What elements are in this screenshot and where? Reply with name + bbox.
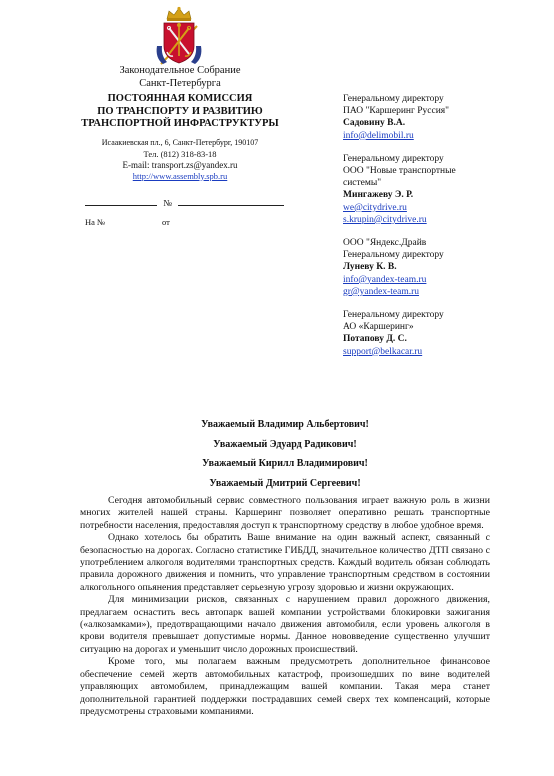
salutation-line: Уважаемый Эдуард Радикович! — [213, 438, 357, 450]
recipient-1 — [343, 93, 543, 142]
sender-block — [60, 64, 300, 182]
recipient-email-link[interactable]: s.krupin@citydrive.ru — [343, 214, 427, 225]
recipient-company: ООО "Новые транспортные — [343, 166, 456, 177]
recipient-title: Генеральному директору — [343, 250, 444, 261]
body-paragraph-2: Однако хотелось бы обратить Ваше внимание на один важный аспект, связанный с безопасностью на дорогах. Согласно статистике ГИБДД, значительное количество ДТП связано с употреблением алкоголя водителями транспортных средств. Каждый водитель обязан соблюдать правила дорожного движения и помнить, что управление транспортным средством в состоянии алкогольного опьянения представляет серьезную угрозу здоровью и жизни окружающих. — [80, 532, 490, 593]
registration-date-blank — [85, 197, 157, 206]
letter-body — [80, 495, 490, 718]
recipient-email-link[interactable]: we@citydrive.ru — [343, 202, 407, 213]
number-sign: № — [163, 198, 172, 208]
recipient-name: Потапову Д. С. — [343, 334, 407, 345]
body-paragraph-3: Для минимизации рисков, связанных с нарушением правил дорожного движения, предлагаем оснастить весь автопарк вашей компании устройствами блокировки зажигания («алкозамками»), предотвращающими начало движения автомобиля, если уровень алкоголя в крови водителя превышает допустимые нормы. Данное нововведение существенно улучшит ситуацию на дорогах и уменьшит число дорожных происшествий. — [80, 594, 490, 655]
recipient-title: Генеральному директору — [343, 153, 444, 164]
committee-name-line2: ПО ТРАНСПОРТУ И РАЗВИТИЮ — [97, 105, 263, 117]
recipients-block — [343, 93, 543, 369]
salutation-line: Уважаемый Дмитрий Сергеевич! — [209, 477, 361, 489]
recipient-2 — [343, 153, 543, 226]
recipient-email-link[interactable]: support@belkacar.ru — [343, 346, 423, 357]
recipient-3 — [343, 237, 543, 298]
recipient-email-link[interactable]: gr@yandex-team.ru — [343, 286, 420, 297]
reply-reference-line — [85, 217, 170, 228]
recipient-name: Луневу К. В. — [343, 262, 397, 273]
recipient-email-link[interactable]: info@yandex-team.ru — [343, 274, 427, 285]
sender-website-link[interactable]: http://www.assembly.spb.ru — [132, 170, 228, 181]
recipient-company: ПАО "Каршеринг Руссия" — [343, 106, 450, 117]
spb-coat-of-arms-icon — [151, 6, 207, 68]
registration-number-line — [85, 197, 284, 209]
salutation-line: Уважаемый Владимир Альбертович! — [201, 419, 369, 430]
committee-name — [60, 93, 300, 131]
committee-name-line1: ПОСТОЯННАЯ КОМИССИЯ — [107, 93, 253, 104]
assembly-name-line2: Санкт-Петербурга — [139, 78, 221, 89]
registration-number-blank — [178, 197, 284, 206]
committee-name-line3: ТРАНСПОРТНОЙ ИНФРАСТРУКТУРЫ — [81, 118, 279, 129]
assembly-name-line1: Законодательное Собрание — [119, 65, 241, 76]
salutations — [0, 415, 554, 493]
recipient-company-cont: системы" — [343, 178, 382, 189]
from-label: от — [162, 217, 170, 227]
recipient-name: Садовину В.А. — [343, 118, 406, 129]
on-number-label: На № — [85, 217, 106, 227]
sender-address: Исаакиевская пл., 6, Санкт-Петербург, 190107 — [101, 137, 259, 147]
recipient-title: Генеральному директору — [343, 94, 444, 104]
recipient-company: ООО "Яндекс.Драйв — [343, 238, 427, 249]
recipient-name: Мингажеву Э. Р. — [343, 190, 414, 201]
body-paragraph-4: Кроме того, мы полагаем важным предусмотреть дополнительное финансовое обеспечение семей жертв автомобильных катастроф, произошедших по вине водителей управляющих автомобилем, принадлежащим вашей компании. Такая мера станет дополнительной гарантией поддержки пострадавших семей сверх тех компенсаций, которые предусмотрены страховыми компаниями. — [80, 656, 490, 717]
sender-email: E-mail: transport.zs@yandex.ru — [122, 159, 238, 170]
recipient-4 — [343, 309, 543, 358]
recipient-title: Генеральному директору — [343, 310, 444, 321]
recipient-company: АО «Каршеринг» — [343, 322, 414, 333]
recipient-email-link[interactable]: info@delimobil.ru — [343, 130, 414, 141]
body-paragraph-1: Сегодня автомобильный сервис совместного пользования играет важную роль в жизни многих жителей нашей страны. Каршеринг позволяет оперативно решать транспортные потребности населения, предоставляя доступ к транспортному средству в любое удобное время. — [80, 495, 490, 531]
salutation-line: Уважаемый Кирилл Владимирович! — [202, 458, 368, 469]
sender-phone: Тел. (812) 318-83-18 — [143, 148, 217, 159]
